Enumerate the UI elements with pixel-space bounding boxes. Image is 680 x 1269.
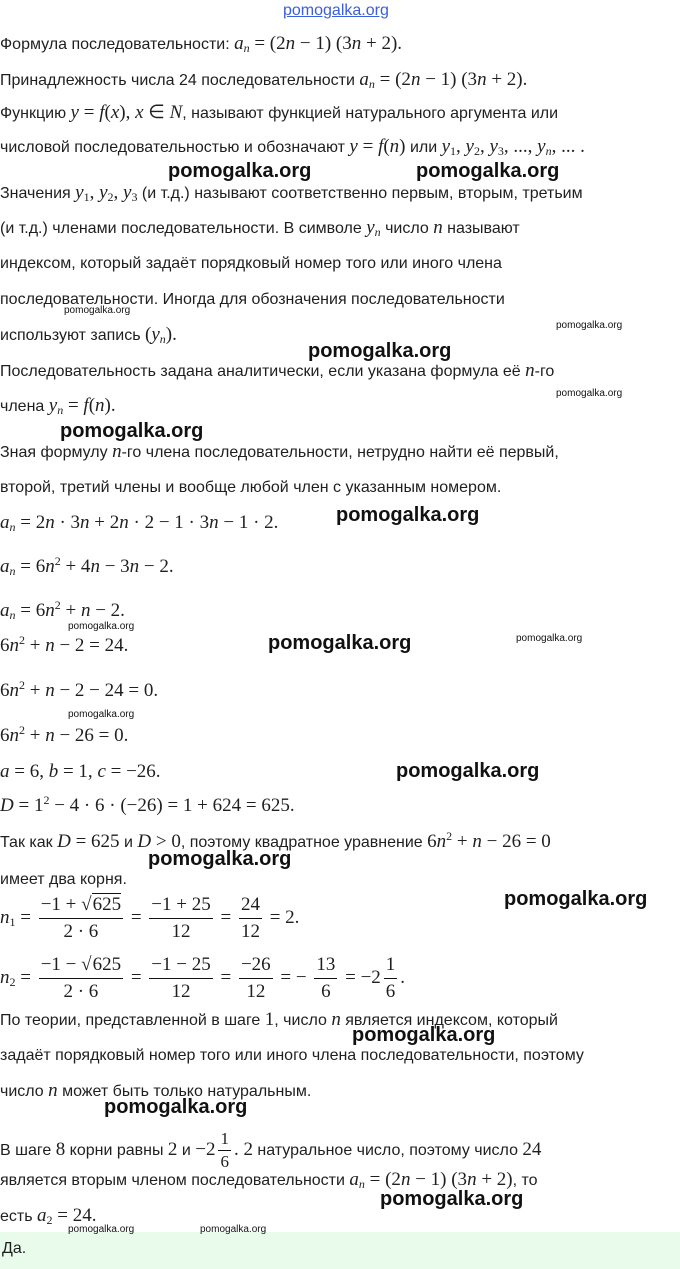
- text: Зная формулу: [0, 444, 113, 461]
- formula: 2: [167, 1138, 178, 1160]
- formula: $a_2 = 24$.: [37, 1205, 97, 1227]
- text: имеет два корня.: [0, 871, 127, 888]
- watermark: pomogalka.org: [516, 633, 583, 644]
- watermark: pomogalka.org: [336, 504, 480, 526]
- formula: $a_n = (2n - 1) (3n + 2)$.: [359, 69, 528, 91]
- formula: n: [525, 360, 535, 381]
- formula: n: [112, 441, 122, 462]
- text: -го: [534, 363, 555, 380]
- formula: $y_1$, $y_2$, $y_3$, ..., $y_n$, ... .: [441, 136, 585, 158]
- text: Формула последовательности:: [0, 36, 235, 53]
- watermark: pomogalka.org: [308, 340, 452, 362]
- watermark: pomogalka.org: [380, 1188, 524, 1210]
- watermark: pomogalka.org: [64, 305, 131, 316]
- text: или: [405, 139, 442, 156]
- text: и: [119, 834, 138, 851]
- text: корни равны: [65, 1141, 168, 1159]
- text: является вторым членом последовательности: [0, 1172, 350, 1189]
- text-line: [0, 478, 501, 498]
- text: Значения: [0, 185, 76, 202]
- text-line: [0, 183, 583, 204]
- text-line: [0, 1046, 584, 1066]
- text: По теории, представленной в шаге: [0, 1012, 265, 1029]
- text: может быть только натуральным.: [57, 1083, 312, 1100]
- formula: D > 0: [137, 831, 181, 852]
- formula: $y_n = f(n)$.: [48, 395, 116, 417]
- text: , называют функцией натурального аргумента или: [182, 105, 559, 122]
- text-line: [0, 361, 554, 382]
- equation-n2: $n_2$ = $\frac{-1 - √625}{2 \cdot 6}$ = $\frac{-1 - 25}{12}$ = $\frac{-26}{12}$ = − $\frac{13}{6}$ = −2 $\frac{1}{6}$ .: [0, 954, 406, 1000]
- watermark: pomogalka.org: [168, 160, 312, 182]
- text: Последовательность задана аналитически, если указана формула её: [0, 363, 526, 380]
- text: (и т.д.) называют соответственно первым, вторым, третьим: [137, 185, 583, 202]
- watermark: pomogalka.org: [104, 1096, 248, 1118]
- text: , поэтому квадратное уравнение: [180, 834, 428, 851]
- watermark: pomogalka.org: [68, 621, 135, 632]
- watermark: pomogalka.org: [556, 320, 623, 331]
- equation-n1: $n_1$ = $\frac{-1 + √625}{2 \cdot 6}$ = $\frac{-1 + 25}{12}$ = $\frac{24}{12}$ = 2.: [0, 894, 300, 942]
- text: -го члена последовательности, нетрудно найти её первый,: [121, 444, 559, 461]
- formula: $a_n = (2n - 1) (3n + 2)$.: [234, 33, 403, 55]
- text: второй, третий члены и вообще любой член с указанным номером.: [0, 479, 502, 496]
- text-line: [0, 325, 177, 346]
- formula: y = f(n): [349, 136, 406, 157]
- equation: $6n^2 + n - 26 = 0$.: [0, 723, 129, 746]
- formula: $6n^2 + n - 26 = 0$: [427, 829, 551, 852]
- text: члена: [0, 398, 49, 415]
- watermark: pomogalka.org: [556, 388, 623, 399]
- formula: y = f(x), x ∈ N: [70, 102, 183, 123]
- text-line: [0, 70, 527, 91]
- text-line: [0, 870, 127, 890]
- text: число: [380, 220, 434, 237]
- text: используют запись: [0, 327, 146, 344]
- text: , то: [512, 1172, 538, 1189]
- watermark: pomogalka.org: [60, 420, 204, 442]
- formula: −2 $\frac{1}{6}$ . 2: [195, 1129, 253, 1171]
- text-line: [0, 103, 558, 124]
- equation: a = 6, b = 1, c = −26.: [0, 761, 161, 782]
- text-line: [0, 137, 585, 158]
- text: , число: [274, 1012, 332, 1029]
- watermark: pomogalka.org: [504, 888, 648, 910]
- text-line: [0, 254, 502, 274]
- text: Функцию: [0, 105, 71, 122]
- text-line: [0, 1130, 541, 1171]
- watermark: pomogalka.org: [68, 1224, 135, 1235]
- watermark: pomogalka.org: [148, 848, 292, 870]
- text: Принадлежность числа 24 последовательности: [0, 72, 360, 89]
- text: В шаге: [0, 1141, 56, 1159]
- text-line: [0, 218, 520, 239]
- formula: n: [48, 1080, 58, 1101]
- text: число: [0, 1083, 49, 1100]
- watermark: pomogalka.org: [68, 709, 135, 720]
- watermark: pomogalka.org: [200, 1224, 267, 1235]
- site-link[interactable]: pomogalka.org: [283, 2, 389, 19]
- equation: $6n^2 + n - 2 - 24 = 0$.: [0, 678, 159, 701]
- formula: n: [433, 217, 443, 238]
- formula: 8: [55, 1138, 66, 1160]
- watermark: pomogalka.org: [268, 632, 412, 654]
- text: называют: [442, 220, 520, 237]
- answer-text: Да.: [2, 1240, 27, 1257]
- formula: $(y_n)$.: [145, 324, 177, 346]
- formula: 24: [522, 1138, 542, 1160]
- equation: $a_n = 6n^2 + n - 2$.: [0, 598, 125, 622]
- text: (и т.д.) членами последовательности. В символе: [0, 220, 367, 237]
- formula: 1: [264, 1009, 275, 1030]
- text: Так как: [0, 834, 58, 851]
- text: есть: [0, 1208, 38, 1225]
- formula: $y_n$: [366, 217, 381, 239]
- text: индексом, который задаёт порядковый номер того или иного члена: [0, 255, 502, 272]
- text: последовательности. Иногда для обозначения последовательности: [0, 291, 505, 308]
- formula: $y_1$, $y_2$, $y_3$: [75, 182, 138, 204]
- equation: $a_n = 2n \cdot 3n + 2n \cdot 2 - 1 \cdot 3n - 1 \cdot 2$.: [0, 512, 279, 534]
- watermark: pomogalka.org: [352, 1024, 496, 1046]
- formula: n: [331, 1009, 341, 1030]
- text: натуральное число, поэтому число: [252, 1141, 523, 1159]
- text: и: [177, 1141, 196, 1159]
- text: числовой последовательностью и обозначают: [0, 139, 350, 156]
- text: является индексом, который: [340, 1012, 558, 1029]
- answer-box: [0, 1232, 680, 1269]
- equation: $D = 1^2 - 4 \cdot 6 \cdot (-26) = 1 + 624 = 625$.: [0, 793, 295, 816]
- equation: $a_n = 6n^2 + 4n - 3n - 2$.: [0, 554, 174, 578]
- text-line: [0, 442, 559, 463]
- text-line: [0, 34, 402, 55]
- equation: $6n^2 + n - 2 = 24$.: [0, 633, 129, 656]
- text-line: [0, 396, 116, 417]
- formula: D = 625: [57, 831, 120, 852]
- watermark: pomogalka.org: [416, 160, 560, 182]
- text: задаёт порядковый номер того или иного члена последовательности, поэтому: [0, 1047, 584, 1064]
- formula: $a_n = (2n - 1) (3n + 2)$: [349, 1169, 513, 1191]
- watermark: pomogalka.org: [396, 760, 540, 782]
